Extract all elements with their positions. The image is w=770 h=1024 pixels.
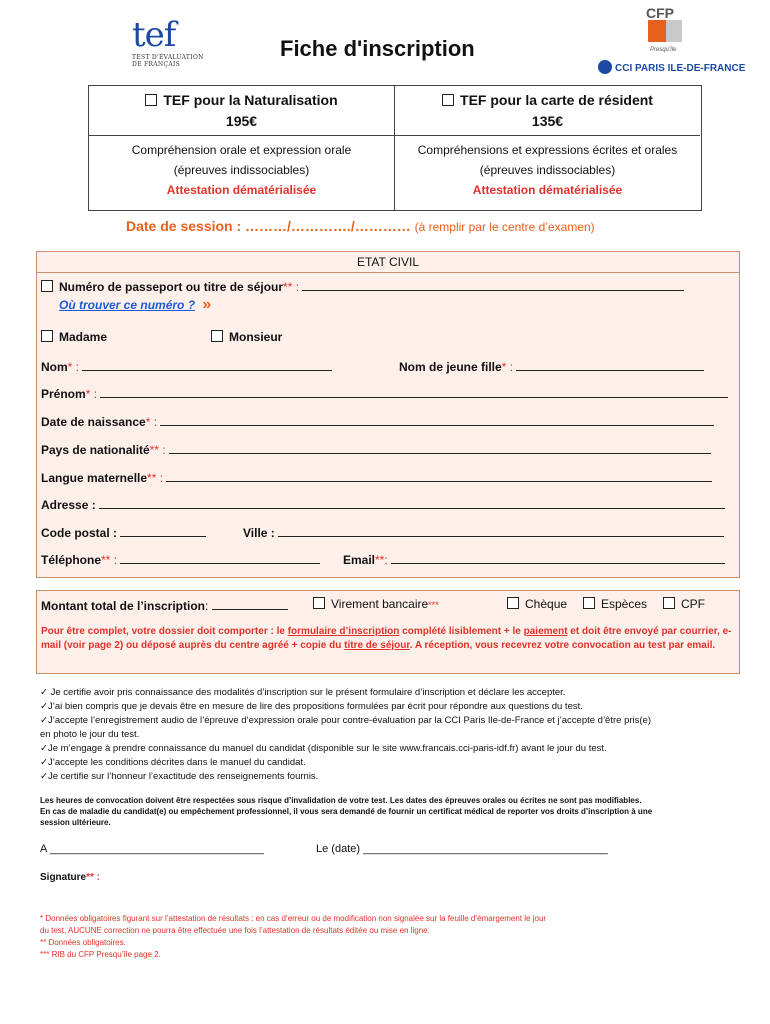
code-postal-label: Code postal : (41, 526, 118, 540)
naissance-input[interactable] (160, 413, 714, 426)
ville-input[interactable] (278, 524, 724, 537)
virement-label: Virement bancaire (331, 597, 429, 611)
product-divider (395, 135, 700, 136)
passport-help-link[interactable]: Où trouver ce numéro ? (59, 298, 196, 312)
adresse-row (41, 496, 725, 512)
footnote: du test, AUCUNE correction ne pourra être effectuée une fois l’attestation de résultats éditée ou mise en ligne. (40, 926, 430, 935)
telephone-row (41, 551, 320, 567)
required-mark: **: (375, 553, 388, 567)
nom-jeune-fille-row (399, 358, 704, 374)
product-description-note: (épreuves indissociables) (479, 163, 616, 177)
nom-jeune-fille-label: Nom de jeune fille (399, 360, 502, 374)
langue-input[interactable] (166, 469, 712, 482)
required-mark: *** (428, 600, 439, 610)
cci-logo-text: CCI PARIS ILE-DE-FRANCE (615, 63, 746, 74)
product-price: 195€ (225, 113, 258, 129)
nom-jeune-fille-input[interactable] (516, 358, 704, 371)
tef-logo-subtitle: TEST D'ÉVALUATION DE FRANÇAIS (132, 54, 204, 68)
session-date-hint: (à remplir par le centre d’examen) (414, 220, 595, 234)
lieu-field[interactable]: A ___________________________________ (40, 843, 264, 855)
certification-item: en photo le jour du test. (40, 729, 140, 740)
passport-row (41, 278, 684, 294)
checkbox-virement[interactable] (313, 597, 325, 609)
madame-label: Madame (59, 330, 108, 344)
certification-item: ✓Je m’engage à prendre connaissance du manuel du candidat (disponible sur le site www.francais.cci-paris-idf.fr) avant le jour du test. (40, 743, 607, 754)
cfp-logo-subtext: Presqu'île (650, 47, 677, 53)
footnote: *** RIB du CFP Presqu’île page 2. (40, 950, 161, 959)
ville-label: Ville : (243, 526, 275, 540)
product-price: 135€ (531, 113, 564, 129)
montant-label: Montant total de l’inscription (41, 599, 205, 613)
nom-row (41, 358, 332, 374)
passport-input[interactable] (302, 278, 684, 291)
cci-logo (598, 60, 745, 74)
email-label: Email (343, 553, 376, 567)
product-attestation: Attestation dématérialisée (472, 183, 623, 197)
ville-row (243, 524, 724, 540)
certification-list (40, 686, 740, 784)
footnotes (40, 913, 740, 961)
checkbox-cheque[interactable] (507, 597, 519, 609)
telephone-input[interactable] (120, 551, 320, 564)
certification-item: ✓J’ai bien compris que je devais être en mesure de lire des propositions formulées par écrit pour répondre aux questions du test. (40, 701, 583, 712)
required-mark: * : (501, 360, 514, 374)
pays-label: Pays de nationalité (41, 443, 150, 457)
monsieur-label: Monsieur (229, 330, 283, 344)
checkbox-passport[interactable] (41, 280, 53, 292)
nom-input[interactable] (82, 358, 332, 371)
nom-label: Nom (41, 360, 68, 374)
payment-section (36, 590, 740, 674)
required-mark: * : (85, 387, 98, 401)
page-title: Fiche d'inscription (280, 36, 475, 61)
product-name: TEF pour la carte de résident (460, 92, 653, 108)
required-mark: ** : (147, 471, 164, 485)
session-date[interactable] (126, 218, 595, 234)
checkbox-monsieur[interactable] (211, 330, 223, 342)
cci-logo-mark (598, 60, 612, 74)
cheque-label: Chèque (525, 597, 568, 611)
naissance-row (41, 413, 714, 429)
prenom-label: Prénom (41, 387, 86, 401)
section-heading: ETAT CIVIL (37, 252, 739, 273)
email-row (343, 551, 725, 567)
pays-input[interactable] (169, 441, 711, 454)
certification-item: ✓J’accepte l’enregistrement audio de l’épreuve d’expression orale pour contre-évaluation par la CCI Paris Ile-de-France et j’accepte d’être pris(e) (40, 715, 651, 726)
prenom-input[interactable] (100, 385, 728, 398)
product-description: Compréhension orale et expression orale (131, 143, 352, 157)
session-date-label: Date de session : ………/…………./………… (126, 218, 415, 234)
product-attestation: Attestation dématérialisée (166, 183, 317, 197)
montant-input[interactable] (212, 597, 288, 610)
tef-logo (132, 15, 222, 74)
signature-field[interactable] (40, 872, 100, 883)
certification-item: ✓J’accepte les conditions décrites dans le manuel du candidat. (40, 757, 306, 768)
email-input[interactable] (391, 551, 725, 564)
etat-civil-section (36, 251, 740, 578)
product-naturalisation (89, 86, 395, 210)
pays-row (41, 441, 711, 457)
date-field[interactable]: Le (date) ________________________________________ (316, 843, 608, 855)
adresse-label: Adresse : (41, 498, 96, 512)
telephone-label: Téléphone (41, 553, 102, 567)
langue-label: Langue maternelle (41, 471, 148, 485)
product-carte-resident (395, 86, 700, 210)
checkbox-carte-resident[interactable] (442, 94, 454, 106)
product-name: TEF pour la Naturalisation (163, 92, 338, 108)
civilite-row (41, 330, 107, 344)
passport-label: Numéro de passeport ou titre de séjour (59, 280, 284, 294)
signature-label: Signature (40, 872, 87, 883)
certification-item: ✓ Je certifie avoir pris connaissance des modalités d’inscription sur le présent formulaire d’inscription et déclare les accepter. (40, 687, 566, 698)
especes-label: Espèces (601, 597, 648, 611)
footnote: ** Données obligatoires. (40, 938, 126, 947)
test-choice-table (88, 85, 702, 211)
tef-logo-word: tef (132, 15, 176, 55)
convocation-note: Les heures de convocation doivent être respectées sous risque d’invalidation de votre test. Les dates des épreuves orales ou écrites ne sont pas modifiables. En cas de maladie du candidat(e) ou empêchement professionnel, il vous sera demandé de fournir un certificat médical de reporter vos droits d’inscription à une session ultérieure. (40, 796, 653, 827)
required-mark: * : (145, 415, 158, 429)
cpf-label: CPF (681, 597, 705, 611)
required-mark: ** : (283, 280, 300, 294)
footnote: * Données obligatoires figurant sur l’attestation de résultats : en cas d’erreur ou de modification non signalée sur la feuille d’émargement le jour (40, 914, 547, 923)
product-description-note: (épreuves indissociables) (173, 163, 310, 177)
dossier-complet-note: Pour être complet, votre dossier doit comporter : le formulaire d’inscription complété lisiblement + le paiement et doit être envoyé par courrier, e-mail (voir page 2) ou déposé auprès du centre agréé + copie du titre de séjour. A réception, vous recevrez votre convocation au test par email. (41, 626, 732, 651)
product-description: Compréhensions et expressions écrites et orales (417, 143, 678, 157)
adresse-input[interactable] (99, 496, 725, 509)
required-mark: ** : (86, 872, 101, 883)
cfp-logo-text: CFP (646, 5, 674, 21)
product-divider (89, 135, 394, 136)
prenom-row (41, 385, 728, 401)
required-mark: ** : (149, 443, 166, 457)
checkbox-madame[interactable] (41, 330, 53, 342)
naissance-label: Date de naissance (41, 415, 146, 429)
required-mark: ** : (101, 553, 118, 567)
checkbox-especes[interactable] (583, 597, 595, 609)
certification-item: ✓Je certifie sur l’honneur l’exactitude des renseignements fournis. (40, 771, 319, 782)
checkbox-naturalisation[interactable] (145, 94, 157, 106)
cfp-logo (644, 2, 692, 54)
double-chevron-icon: » (202, 296, 212, 313)
checkbox-cpf[interactable] (663, 597, 675, 609)
required-mark: * : (67, 360, 80, 374)
code-postal-row (41, 524, 206, 540)
passport-help (59, 296, 211, 314)
montant-row: Montant total de l’inscription: (41, 597, 288, 613)
code-postal-input[interactable] (120, 524, 206, 537)
langue-row (41, 469, 712, 485)
